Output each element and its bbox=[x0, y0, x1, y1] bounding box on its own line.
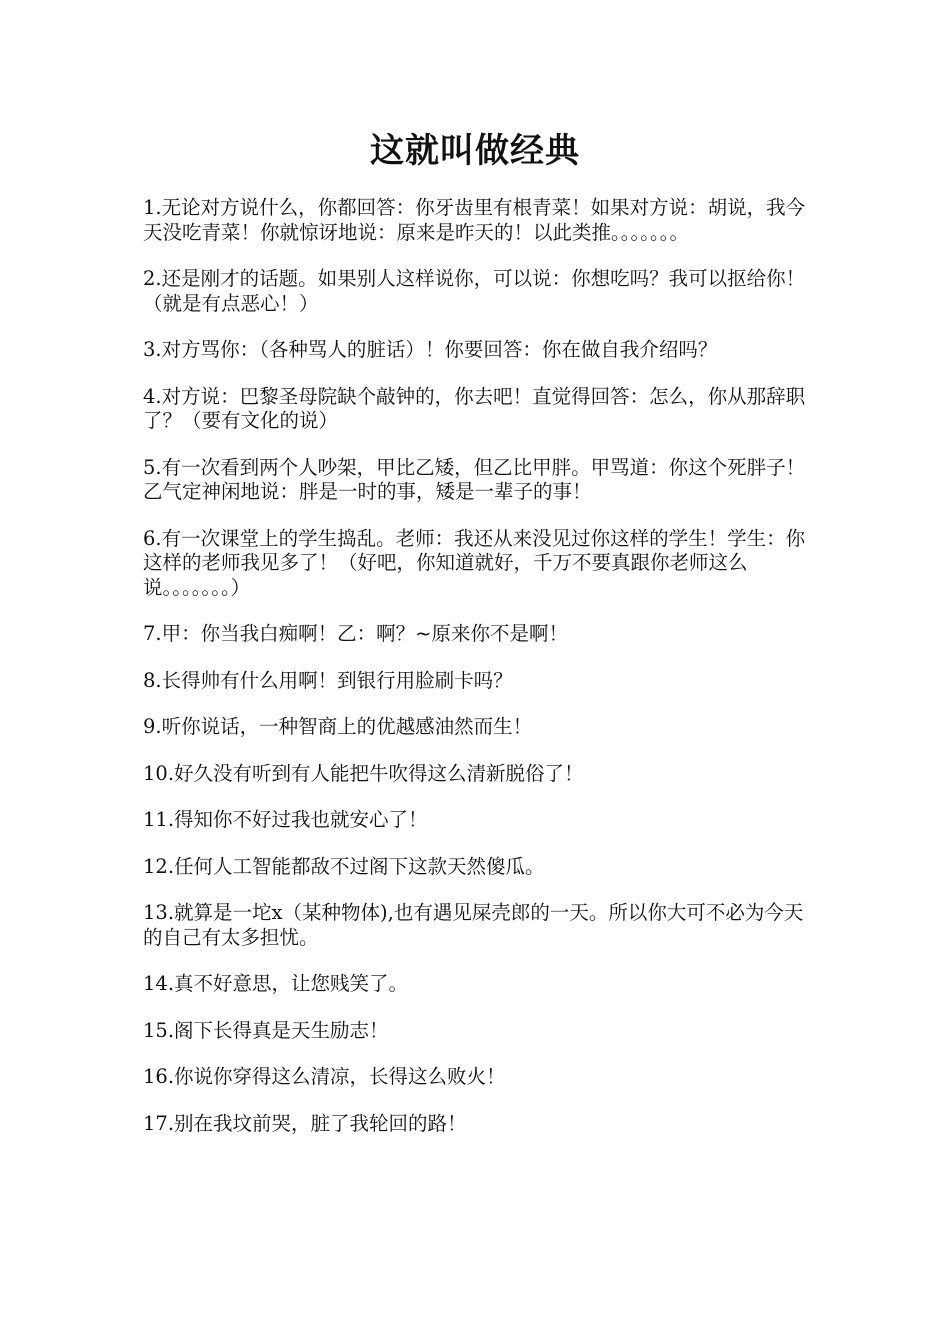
list-item: 8.长得帅有什么用啊！到银行用脸刷卡吗？ bbox=[143, 668, 513, 692]
document-title: 这就叫做经典 bbox=[370, 131, 580, 171]
list-item: 1.无论对方说什么，你都回答：你牙齿里有根青菜！如果对方说：胡说，我今天没吃青菜！你就惊讶地说：原来是昨天的！以此类推。。。。。。。 bbox=[143, 196, 806, 244]
list-item: 7.甲：你当我白痴啊！乙：啊？~原来你不是啊！ bbox=[143, 622, 568, 645]
list-item: 12.任何人工智能都敌不过阁下这款天然傻瓜。 bbox=[143, 854, 545, 878]
list-item: 14.真不好意思，让您贱笑了。 bbox=[143, 972, 409, 995]
list-item: 3.对方骂你：（各种骂人的脏话）！你要回答：你在做自我介绍吗？ bbox=[143, 338, 718, 361]
list-item: 9.听你说话，一种智商上的优越感油然而生！ bbox=[143, 715, 533, 738]
list-item: 15.阁下长得真是天生励志！ bbox=[143, 1018, 389, 1042]
list-item: 11.得知你不好过我也就安心了！ bbox=[143, 808, 428, 831]
list-item: 5.有一次看到两个人吵架，甲比乙矮，但乙比甲胖。甲骂道：你这个死胖子！乙气定神闲地说：胖是一时的事，矮是一辈子的事！ bbox=[143, 455, 806, 503]
list-item: 2.还是刚才的话题。如果别人这样说你，可以说：你想吃吗？我可以抠给你！（就是有点恶心！） bbox=[143, 267, 806, 315]
list-item: 4.对方说：巴黎圣母院缺个敲钟的，你去吧！直觉得回答：怎么，你从那辞职了？（要有文化的说） bbox=[143, 384, 806, 432]
list-item: 10.好久没有听到有人能把牛吹得这么清新脱俗了！ bbox=[143, 761, 584, 785]
list-item: 16.你说你穿得这么清凉，长得这么败火！ bbox=[143, 1065, 506, 1088]
joke-list bbox=[143, 196, 811, 1158]
list-item: 6.有一次课堂上的学生捣乱。老师：我还从来没见过你这样的学生！学生：你这样的老师我见多了！（好吧，你知道就好，千万不要真跟你老师这么说。。。。。。。） bbox=[143, 526, 806, 599]
list-item: 17.别在我坟前哭，脏了我轮回的路！ bbox=[143, 1111, 467, 1135]
list-item: 13.就算是一坨x（某种物体),也有遇见屎壳郎的一天。所以你大可不必为今天的自己有太多担忧。 bbox=[143, 901, 804, 949]
